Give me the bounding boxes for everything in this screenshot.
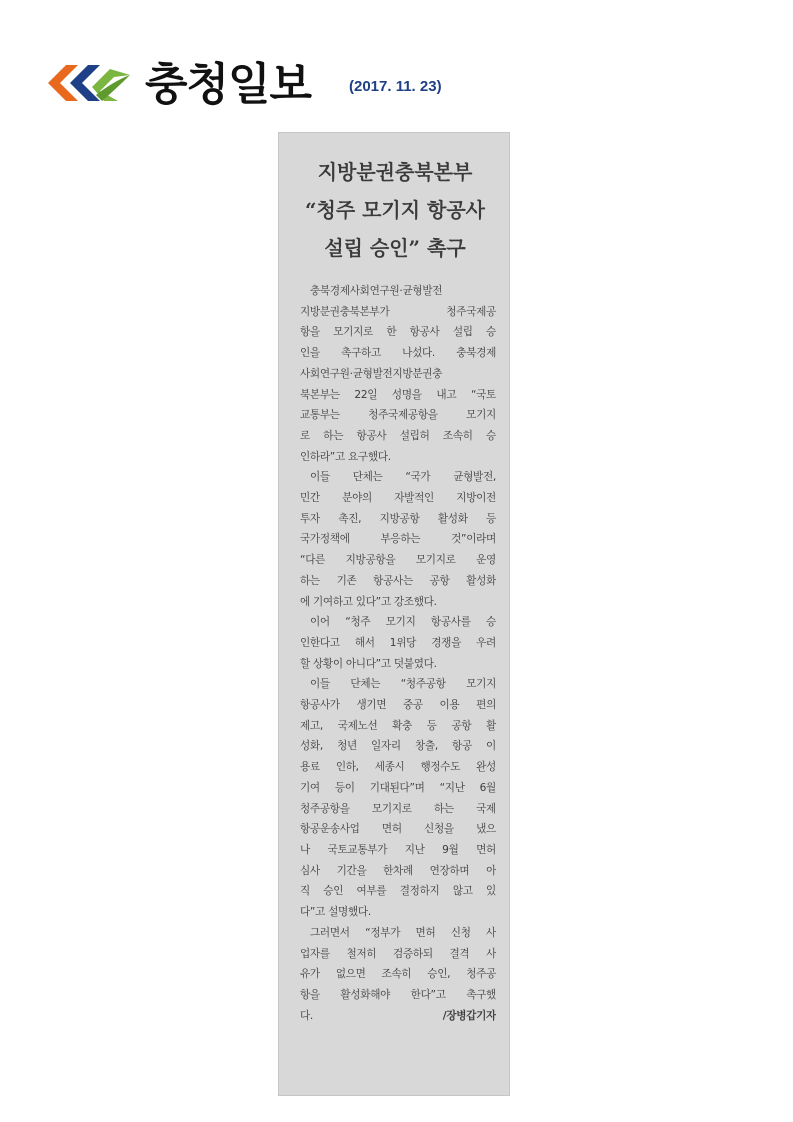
article-body-line: 다”고 설명했다. <box>300 906 371 919</box>
article-body-line: 국가정책에 부응하는 것”이라며 <box>300 533 496 546</box>
headline-line: 지방분권충북본부 <box>317 160 473 184</box>
article-body-line: 지방분권충북본부가 청주국제공 <box>300 305 496 318</box>
article-body-line-text: 다. <box>300 1009 314 1022</box>
article-body-line: 이들 단체는 “국가 균형발전, <box>310 471 496 484</box>
article-body-line: 하는 기존 항공사는 공항 활성화 <box>300 574 496 587</box>
article-body-line: 성화, 청년 일자리 창출, 항공 이 <box>300 740 496 753</box>
article-body-line: 민간 분야의 자발적인 지방이전 <box>300 492 496 505</box>
article-body <box>300 281 496 1026</box>
chungcheong-ilbo-logo-icon <box>44 61 132 105</box>
article-body-line: 나 국토교통부가 지난 9월 면허 <box>300 843 496 856</box>
newspaper-name: 충청일보 <box>145 59 312 110</box>
article-body-line: 이어 “청주 모기지 항공사를 승 <box>310 616 496 629</box>
article-body-line: 에 기여하고 있다”고 강조했다. <box>300 595 437 608</box>
article-body-line: “다른 지방공항을 모기지로 운영 <box>300 554 496 567</box>
publication-date: (2017. 11. 23) <box>349 78 442 95</box>
article-body-line: 항공사가 생기면 중공 이용 편의 <box>300 699 496 712</box>
article-body-line: 로 하는 항공사 설립허 조속히 승 <box>300 429 496 442</box>
article-body-line: 투자 촉진, 지방공항 활성화 등 <box>300 512 496 525</box>
article-body-line: 유가 없으면 조속히 승인, 청주공 <box>300 968 496 981</box>
reporter-byline: /장병갑기자 <box>442 1009 496 1022</box>
article-body-line: 충북경제사회연구원·균형발전 <box>310 285 443 297</box>
article-body-line: 청주공항을 모기지로 하는 국제 <box>300 802 496 815</box>
article-body-line: 이들 단체는 “청주공항 모기지 <box>310 678 496 691</box>
article-body-line: 항공운송사업 면허 신청을 냈으 <box>300 823 496 836</box>
article-body-line: 할 상황이 아니다”고 덧붙였다. <box>300 657 437 670</box>
article-body-line: 직 승인 여부를 결정하지 않고 있 <box>300 885 496 898</box>
article-body-line: 제고, 국제노선 확충 등 공항 활 <box>300 719 496 732</box>
article-body-line: 인한다고 해서 1위당 경쟁을 우려 <box>300 636 496 649</box>
article-body-line: 업자를 철저히 검증하되 결격 사 <box>300 947 496 960</box>
article-body-line: 인을 촉구하고 나섰다. 충북경제 <box>300 347 496 360</box>
article-body-line: 교통부는 청주국제공항을 모기지 <box>300 409 496 422</box>
article-body-line: 용료 인하, 세종시 행정수도 완성 <box>300 761 496 774</box>
article-headline <box>279 153 511 267</box>
article-body-line <box>300 1006 496 1027</box>
article-body-line: 항을 모기지로 한 항공사 설립 승 <box>300 326 496 339</box>
article-body-line: 심사 기간을 한차례 연장하며 아 <box>300 864 496 877</box>
article-body-line: 인하라”고 요구했다. <box>300 450 391 463</box>
article-clipping <box>278 132 510 1096</box>
article-body-line: 항을 활성화해야 한다”고 촉구했 <box>300 988 496 1001</box>
article-body-line: 그러면서 “정부가 면허 신청 사 <box>310 926 496 939</box>
article-body-line: 사회연구원·균형발전지방분권충 <box>300 367 443 380</box>
article-body-line: 북본부는 22일 성명을 내고 “국토 <box>300 388 496 401</box>
article-body-line: 기여 등이 기대된다”며 “지난 6월 <box>300 781 496 794</box>
headline-line: “청주 모기지 항공사 <box>305 198 485 222</box>
headline-line: 설립 승인” 촉구 <box>324 236 466 260</box>
